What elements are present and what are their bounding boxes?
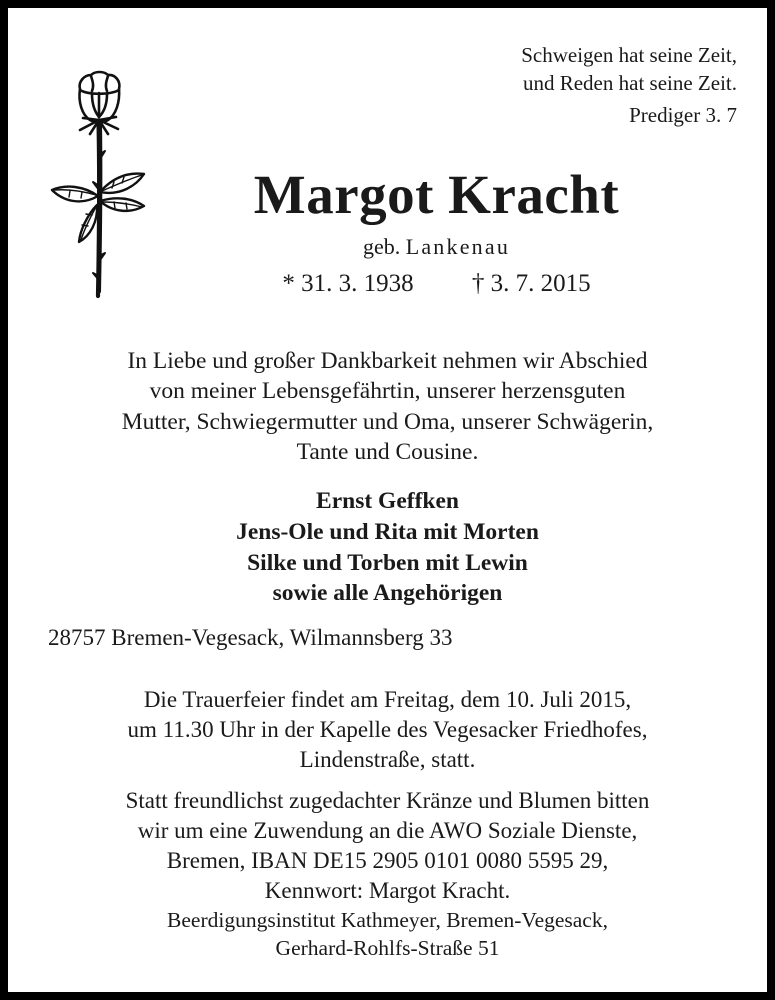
- epigraph-line-1: Schweigen hat seine Zeit,: [521, 43, 737, 67]
- ceremony-line-3: Lindenstraße, statt.: [299, 746, 476, 772]
- ceremony-line-2: um 11.30 Uhr in der Kapelle des Vegesacker Friedhofes,: [127, 716, 648, 742]
- donation-line-3: Bremen, IBAN DE15 2905 0101 0080 5595 29,: [166, 847, 609, 873]
- funeral-home-credit: [30, 907, 745, 963]
- epigraph-source: Prediger 3. 7: [629, 102, 737, 127]
- life-dates: [128, 269, 745, 299]
- tribute-line-4: Tante und Cousine.: [296, 438, 479, 465]
- family-address: [48, 623, 745, 652]
- birth-date: * 31. 3. 1938: [282, 270, 414, 298]
- mourner-line-1: Ernst Geffken: [316, 488, 459, 514]
- funeral-home-line-2: Gerhard-Rohlfs-Straße 51: [275, 935, 500, 960]
- mourner-line-3: Silke und Torben mit Lewin: [247, 549, 528, 576]
- maiden-prefix: geb.: [362, 233, 401, 259]
- mourner-line-4: sowie alle Angehörigen: [272, 580, 503, 607]
- tribute-line-1: In Liebe und großer Dankbarkeit nehmen wir Abschied: [127, 348, 648, 374]
- deceased-name-block: [128, 166, 745, 299]
- donation-line-2: wir um eine Zuwendung an die AWO Soziale Dienste,: [137, 817, 638, 843]
- funeral-home-line-1: Beerdigungsinstitut Kathmeyer, Bremen-Vegesack,: [167, 908, 608, 932]
- mourners-list: [30, 486, 745, 609]
- ceremony-details: [30, 685, 745, 775]
- death-date: † 3. 7. 2015: [471, 270, 591, 298]
- deceased-name: Margot Kracht: [253, 164, 620, 225]
- address-line-1: 28757 Bremen-Vegesack, Wilmannsberg 33: [48, 625, 453, 650]
- ceremony-line-1: Die Trauerfeier findet am Freitag, dem 10. Juli 2015,: [143, 687, 632, 712]
- tribute-text: [30, 346, 745, 467]
- donation-line-4: Kennwort: Margot Kracht.: [264, 877, 511, 903]
- tribute-line-2: von meiner Lebensgefährtin, unserer herzensguten: [149, 378, 626, 405]
- epigraph-line-2: und Reden hat seine Zeit.: [522, 70, 737, 95]
- tribute-line-3: Mutter, Schwiegermutter und Oma, unserer Schwägerin,: [121, 408, 654, 435]
- donation-line-1: Statt freundlichst zugedachter Kränze und Blumen bitten: [125, 788, 650, 813]
- donation-request: [30, 786, 745, 906]
- maiden-name-line: [128, 234, 745, 260]
- epigraph: [317, 42, 737, 130]
- notice-inner: [8, 8, 767, 992]
- mourner-line-2: Jens-Ole und Rita mit Morten: [236, 518, 539, 545]
- maiden-surname: Lankenau: [405, 233, 511, 259]
